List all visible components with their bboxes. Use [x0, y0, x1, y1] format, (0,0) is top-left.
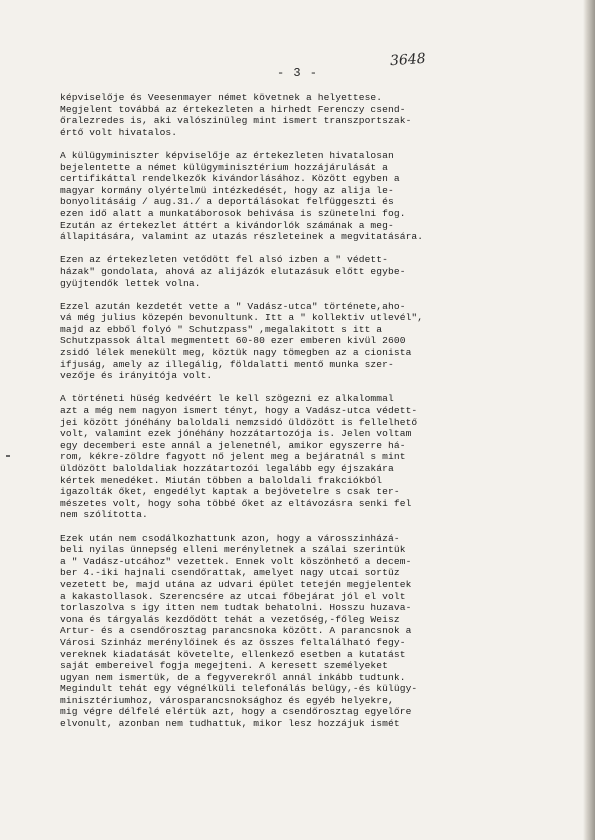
- text-line: azt a még nem nagyon ismert tényt, hogy a Vadász-utca védett-: [60, 405, 418, 417]
- text-line: őralezredes is, aki valószinüleg mint ismert transzportszak-: [60, 115, 412, 127]
- text-line: vá még julius közepén bevonultunk. Itt a " kollektiv utlevél",: [60, 312, 424, 324]
- text-line: vona és tárgyalás kezdődött tehát a vezetőség,-főleg Weisz: [60, 613, 400, 625]
- text-line: volt, valamint ezek jónéhány hozzátartozója is. Jelen voltam: [60, 428, 412, 440]
- paragraph: [60, 254, 582, 289]
- text-line: képviselője és Veesenmayer német követnek a helyettese.: [60, 92, 383, 103]
- text-line: egy decemberi este annál a jelenetnél, amikor egyszerre há-: [60, 439, 406, 451]
- page-number: - 3 -: [276, 66, 318, 80]
- paragraph: [60, 92, 582, 138]
- text-line: Ezután az értekezlet áttért a kivándorlók számának a meg-: [60, 219, 394, 231]
- paragraph: [60, 393, 582, 521]
- text-line: Városi Szinház merénylőinek és az összes feltalálható fegy-: [60, 636, 406, 648]
- handwritten-archive-number: 3648: [389, 50, 427, 70]
- text-line: kértek menedéket. Miután többen a baloldali frakciókból: [60, 474, 383, 486]
- text-line: Megjelent továbbá az értekezleten a hirhedt Ferenczy csend-: [60, 103, 406, 115]
- text-line: Artur- és a csendőrosztag parancsnoka között. A parancsnok a: [60, 625, 412, 637]
- text-line: állapitására, valamint az utazás részleteinek a megvitatására.: [60, 231, 424, 243]
- text-line: nem szólította.: [60, 509, 148, 521]
- text-line: torlaszolva s igy itten nem tudtak behatolni. Hosszu huzava-: [60, 602, 412, 614]
- text-line: Megindult tehát egy végnélküli telefonálás belügy,-és külügy-: [60, 683, 418, 695]
- text-line: házak" gondolata, ahová az alijázók elutazásuk előtt egybe-: [60, 265, 406, 277]
- text-line: saját embereivel fogja megejteni. A keresett személyeket: [60, 660, 389, 672]
- paragraph: [60, 301, 582, 382]
- text-line: a " Vadász-utcához" vezettek. Ennek volt köszönhető a decem-: [60, 555, 412, 567]
- paragraph: [60, 533, 582, 730]
- text-line: majd az ebből folyó " Schutzpass" ,megalakitott s itt a: [60, 323, 383, 335]
- text-line: igazolták őket, engedélyt kaptak a bejövetelre s csak ter-: [60, 486, 400, 498]
- text-line: jei között jónéhány baloldali nemzsidó üldözött is fellelhető: [60, 416, 418, 428]
- text-line: ugyan nem ismertük, de a fegyverekről annál inkább tudtunk.: [60, 671, 406, 683]
- text-line: zsidó lélek menekült meg, köztük nagy tömegben az a cionista: [60, 347, 412, 359]
- text-line: mészetes volt, hogy soha többé őket az eltávozásra senki fel: [60, 497, 412, 509]
- text-line: vereknek kiadatását követelte, ellenkező esetben a kutatást: [60, 648, 406, 660]
- text-line: értő volt hivatalos.: [60, 126, 178, 138]
- text-line: vezetett be, majd utána az udvari épület tetején megjelentek: [60, 578, 412, 590]
- text-line: Schutzpassok által megmentett 60-80 ezer emberen kivül 2600: [60, 335, 406, 347]
- text-line: mig végre délfelé elértük azt, hogy a csendőrosztag egyelőre: [60, 706, 412, 718]
- margin-mark: [6, 455, 10, 457]
- text-line: bejelentette a német külügyminisztérium hozzájárulását a: [60, 161, 389, 173]
- text-line: certifikáttal rendelkezők kivándorlásához. Között egyben a: [60, 173, 400, 185]
- text-line: vezője és irányitója volt.: [60, 370, 213, 382]
- text-line: bonyolitásáig / aug.31./ a deportálásokat felfüggeszti és: [60, 196, 394, 208]
- text-line: a kakastollasok. Szerencsére az utcai főbejárat jól el volt: [60, 590, 406, 602]
- text-line: ezen idő alatt a munkatáborosok behivása is szünetelni fog.: [60, 207, 406, 219]
- text-line: A történeti hüség kedvéért le kell szögezni ez alkalommal: [60, 393, 394, 405]
- text-line: ber 4.-iki hajnali csendőrattak, amelyet nagy utcai sortüz: [60, 567, 400, 579]
- page-edge-shadow: [583, 0, 595, 840]
- text-line: A külügyminiszter képviselője az értekezleten hivatalosan: [60, 149, 394, 161]
- text-line: Ezen az értekezleten vetődött fel alsó izben a " védett-: [60, 254, 389, 266]
- document-body: [60, 92, 582, 741]
- text-line: üldözött baloldaliak hozzátartozói legalább egy éjszakára: [60, 463, 394, 474]
- paragraph: [60, 150, 582, 243]
- text-line: beli nyilas ünnepség elleni merényletnek a szálai szerintük: [60, 544, 406, 556]
- text-line: minisztériumhoz, városparancsnoksághoz és egyéb helyekre,: [60, 694, 394, 706]
- text-line: Ezek után nem csodálkozhattunk azon, hogy a városszinházá-: [60, 532, 400, 544]
- text-line: ifjuság, amely az illegálig, földalatti mentő munka szer-: [60, 358, 394, 370]
- text-line: Ezzel azután kezdetét vette a " Vadász-utca" története,aho-: [60, 300, 406, 312]
- text-line: magyar kormány olyértelmü intézkedését, hogy az alija le-: [60, 184, 394, 196]
- text-line: elvonult, azonban nem tudhattuk, mikor lesz hozzájuk ismét: [60, 718, 400, 730]
- text-line: rom, kékre-zöldre fagyott nő jelent meg a bejáratnál s mint: [60, 451, 406, 463]
- text-line: gyüjtendők lettek volna.: [60, 277, 201, 289]
